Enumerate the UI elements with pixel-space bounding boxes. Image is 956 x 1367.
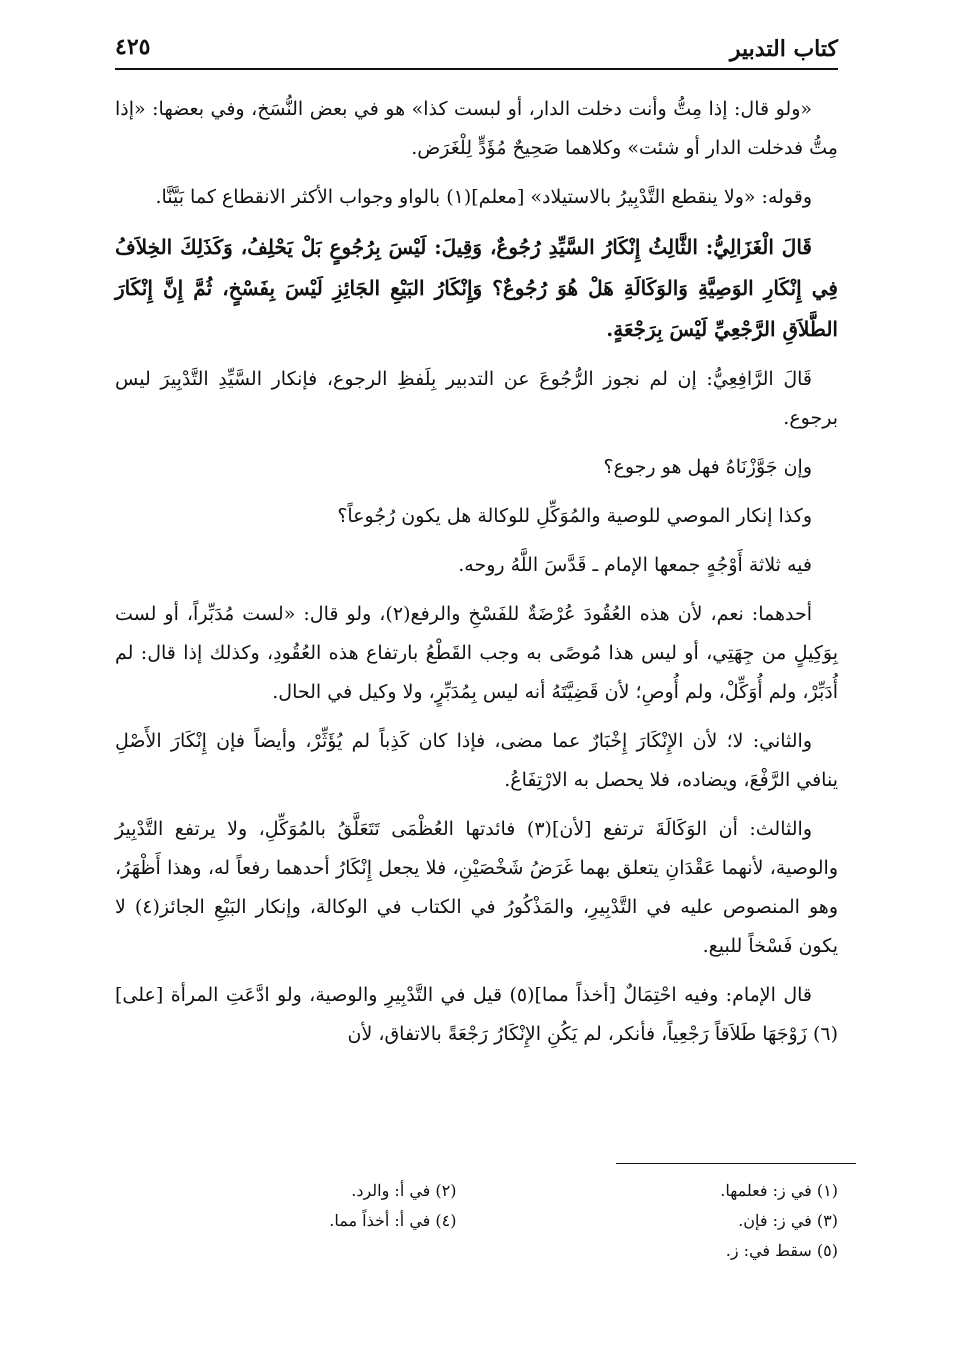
footnote-divider [616,1163,856,1164]
footnote: (٣) في ز: فإن. [738,1211,838,1230]
ghazali-quote-paragraph: قَالَ الْغَزَالِيُّ: الثَّالِثُ إِنْكَارُ السَّيِّدِ رُجُوعٌ، وَقِيلَ: لَيْسَ بِرُجُوعٍ بَلْ يَحْلِفُ، وَكَذَلِكَ الخِلاَفُ فِي إِنْكَارِ الوَصِيَّةِ وَالوَكَالَةِ هَلْ هُوَ رُجُوعٌ؟ وَإِنْكَارُ البَيْعِ الجَائِزِ لَيْسَ بِفَسْخٍ، ثُمَّ إِنَّ إِنْكَارَ الطَّلاَقِ الرَّجْعِيِّ لَيْسَ بِرَجْعَةٍ. [115,235,838,341]
footnote: (٥) سقط في: ز. [725,1241,838,1260]
footnotes [115,1178,838,1264]
footnote: (١) في ز: فعلمها. [720,1181,838,1200]
paragraph: والثاني: لا؛ لأن الإِنْكَارَ إِخْبَارٌ عما مضى، فإذا كان كَذِباً لم يُؤَثِّرْ، وأيضاً فإن إِنْكَارَ الأَصْلِ ينافي الرَّفْعَ، ويضاده، فلا يحصل به الارْتِفَاعُ. [115,730,838,791]
footnote: (٤) في أ: أخذاً مما. [329,1211,457,1230]
paragraph: فيه ثلاثة أَوْجُهٍ جمعها الإمام ـ قَدَّسَ اللَّهُ روحه. [458,554,812,576]
paragraph: وإن جَوَّزْنَاهُ فهل هو رجوع؟ [603,456,812,478]
page-header [115,32,838,70]
page-number: ٤٢٥ [115,34,151,60]
paragraph: والثالث: أن الوَكَالَةَ ترتفع [لأن](٣) فائدتها العُظْمَى تَتَعَلَّقُ بالمُوَكِّلِ، ولا يرتفع التَّدْبِيرُ والوصية، لأنهما عَقْدَانِ يتعلق بهما غَرَضُ شَخْصَيْنِ، فلا يجعل إِنْكَارُ أحدهما رفعاً له، وهذا أَظْهَرُ، وهو المنصوص عليه في التَّدْبِيرِ، والمَذْكُورُ في الكتاب في الوكالة، وإنكار البَيْعِ الجائز(٤) لا يكون فَسْخاً للبيع. [115,818,838,957]
paragraph: وكذا إنكار الموصي للوصية والمُوَكِّلِ للوكالة هل يكون رُجُوعاً؟ [337,505,812,527]
paragraph: أحدهما: نعم، لأن هذه العُقُودَ عُرْضَةٌ للفَسْخِ والرفع(٢)، ولو قال: «لست مُدَبِّراً، أو لست بِوَكِيلٍ من جِهَتِي، أو ليس هذا مُوصًى به وجب القَطْعُ بارتفاع هذه العُقُودِ، وكذلك إذا قال: لم أُدَبِّرْ، ولم أُوَكِّلْ، ولم أُوصِ؛ لأن قَضِيَّتَهُ أنه ليس بِمُدَبِّرٍ، ولا وكيل في الحال. [115,603,838,703]
running-title: كتاب التدبير [729,36,838,62]
main-text [115,90,838,1064]
footnote: (٢) في أ: والرد. [351,1181,457,1200]
paragraph: «ولو قال: إذا مِتُّ وأنت دخلت الدار، أو لبست كذا» هو في بعض النُّسَخ، وفي بعضها: «إذا مِتُّ فدخلت الدار أو شئت» وكلاهما صَحِيحٌ مُؤَدٍّ لِلْغَرَض. [115,98,838,159]
paragraph: قَالَ الرَّافِعِيُّ: إن لم نجوز الرُّجُوعَ عن التدبير بِلَفظِ الرجوع، فإنكار السَّيِّدِ التَّدْبِيرَ ليس برجوع. [115,368,838,429]
paragraph: قال الإمام: وفيه احْتِمَالٌ [أخذاً مما](٥) قيل في التَّدْبِيرِ والوصية، ولو ادَّعَتِ المرأة [على](٦) زَوْجَهَا طَلاَقاً رَجْعِياً، فأنكر، لم يَكُنِ الإِنْكَارُ رَجْعَةً بالاتفاق، لأن [115,984,838,1045]
paragraph: وقوله: «ولا ينقطع التَّدْبِيرُ بالاستيلاد» [معلم](١) بالواو وجواب الأكثر الانقطاع كما بَيَّنَّا. [155,186,812,208]
